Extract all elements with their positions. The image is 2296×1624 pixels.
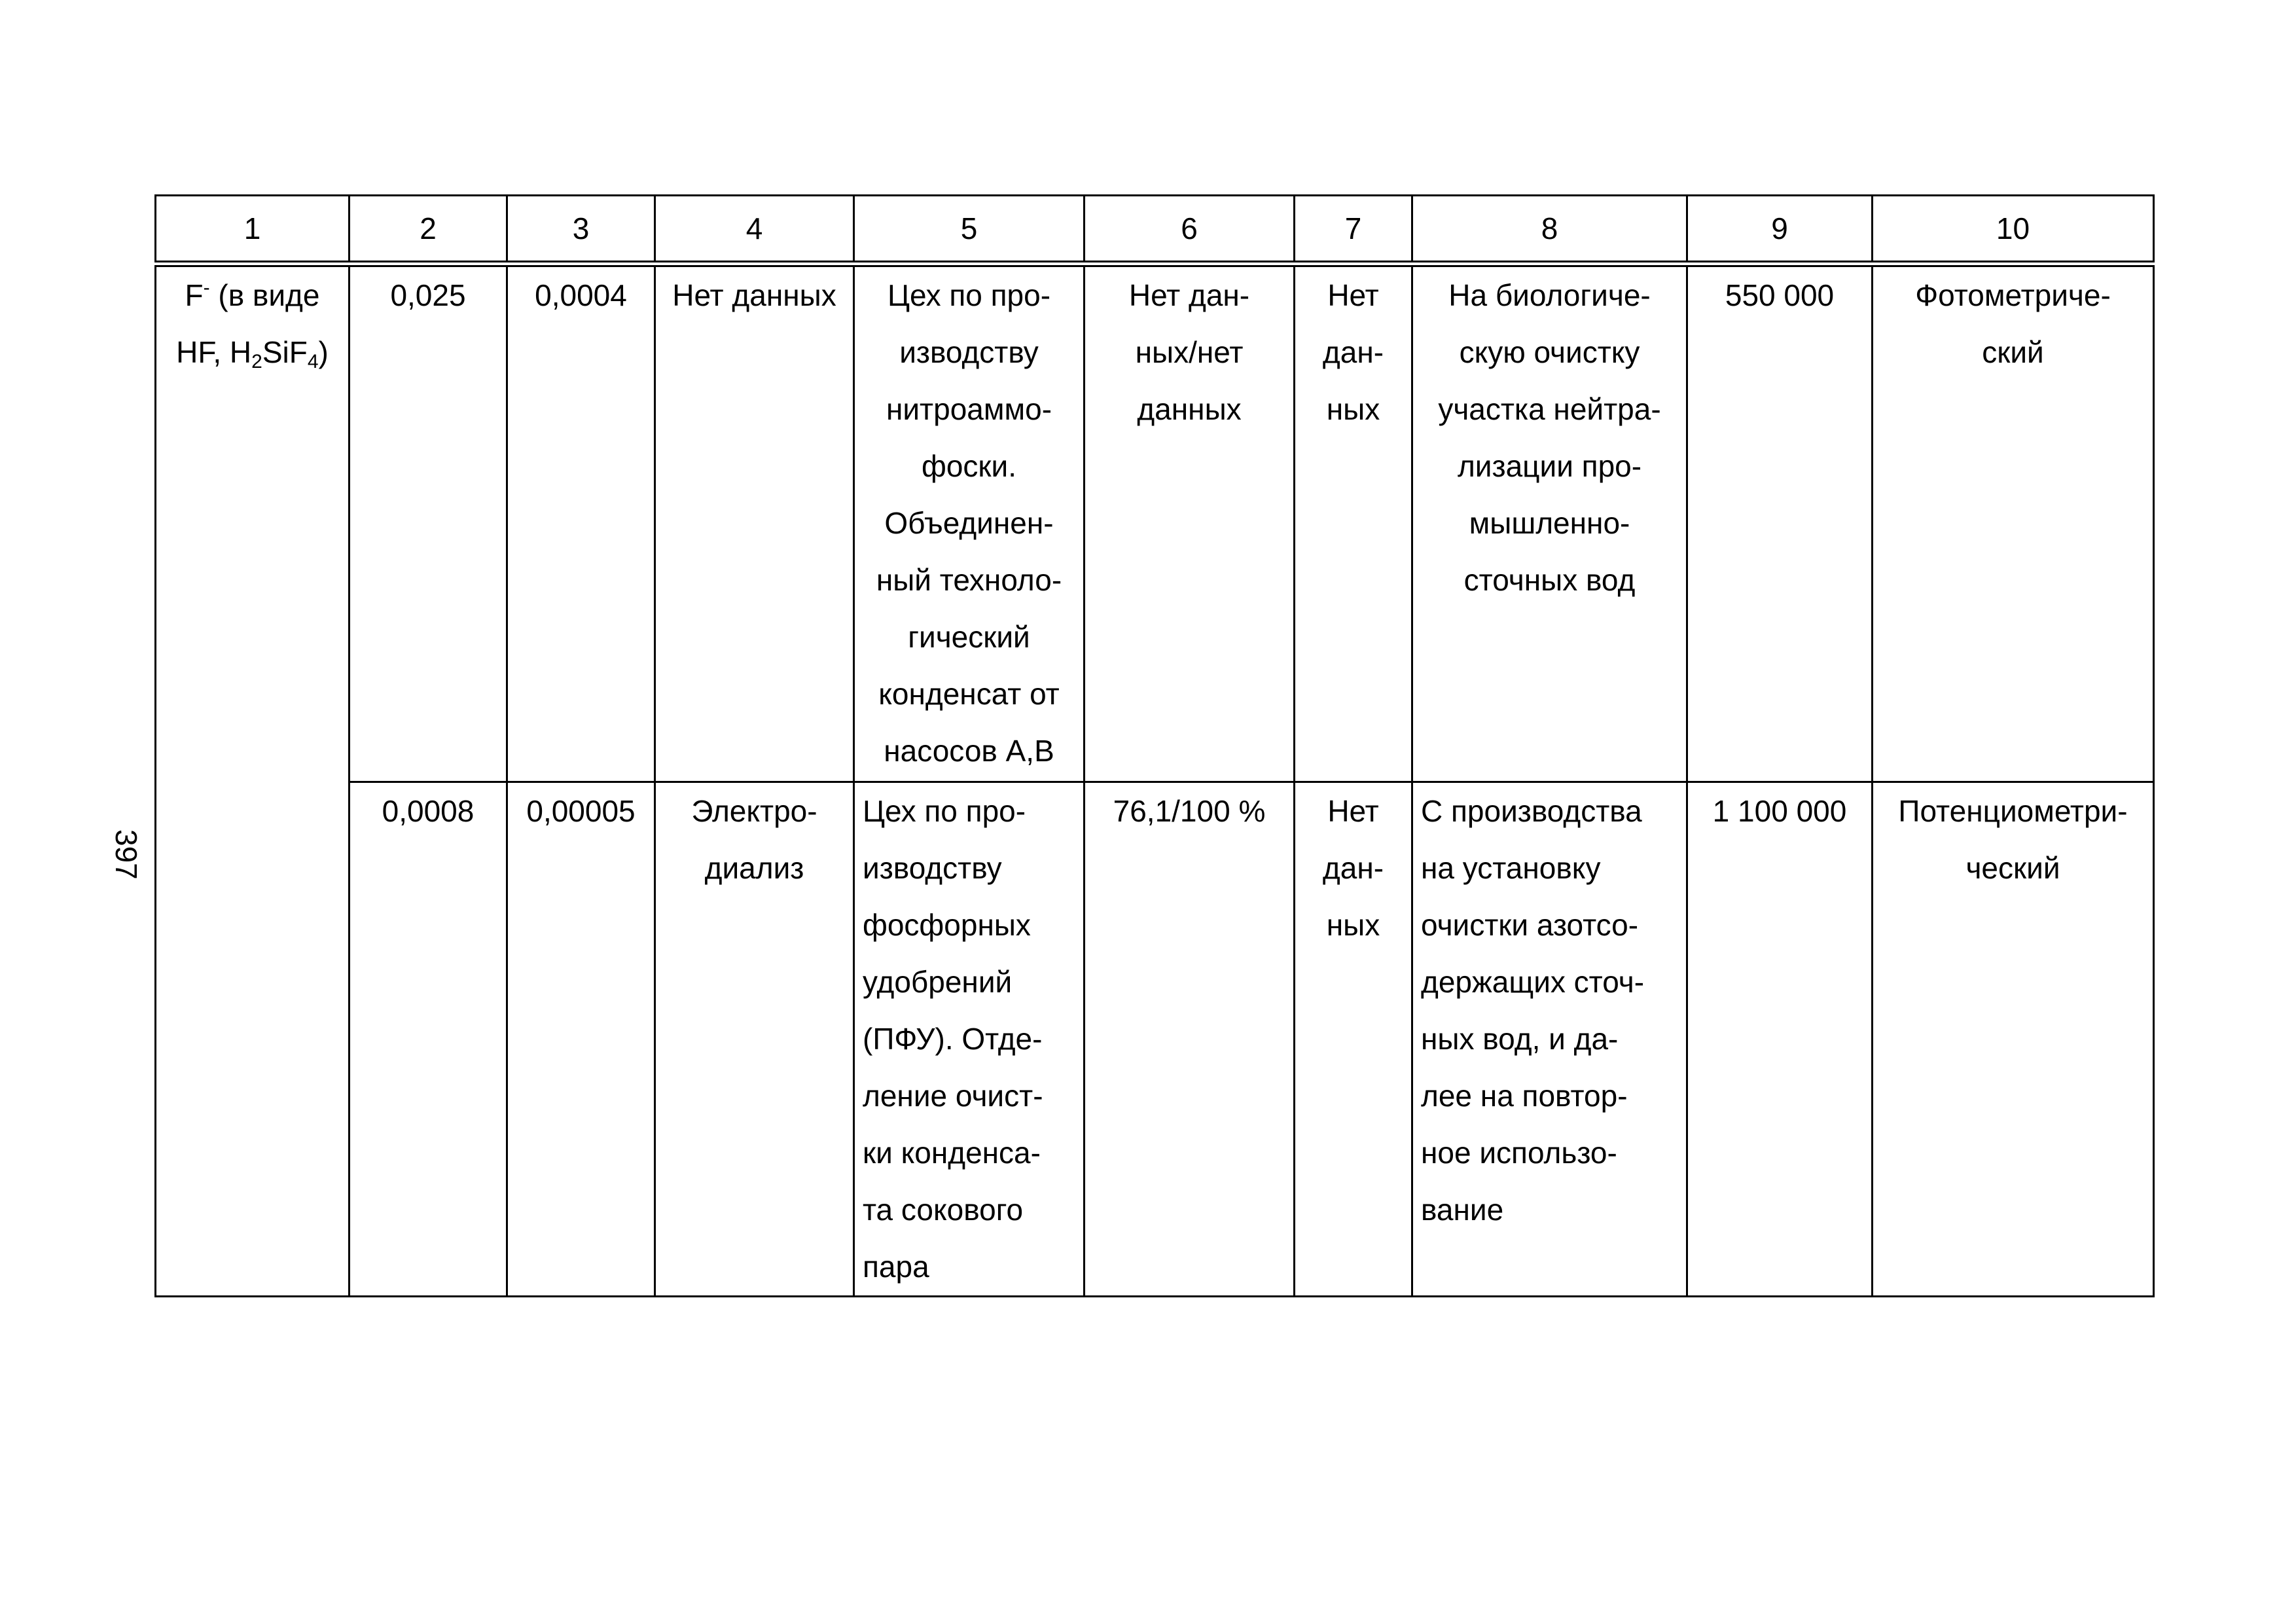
cell-line: С производства xyxy=(1421,794,1642,828)
cell-col-7 xyxy=(1295,264,1412,782)
cell-line: держащих сточ- xyxy=(1421,965,1645,999)
cell-line: насосов А,В xyxy=(884,734,1054,768)
substance-subscript-1: 2 xyxy=(251,351,262,372)
cell-line: скую очистку xyxy=(1459,335,1640,369)
header-cell-8: 8 xyxy=(1412,196,1687,264)
cell-line: ческий xyxy=(1965,851,2060,885)
substance-line-1 xyxy=(164,267,340,324)
header-cell-3: 3 xyxy=(507,196,655,264)
cell-col-2: 0,0008 xyxy=(350,782,507,1297)
header-cell-10: 10 xyxy=(1873,196,2154,264)
header-cell-6: 6 xyxy=(1085,196,1295,264)
substance-line2-prefix: HF, H xyxy=(176,335,252,369)
substance-line1-rest: (в виде xyxy=(209,278,320,312)
cell-col-9: 550 000 xyxy=(1687,264,1873,782)
cell-line: участка нейтра- xyxy=(1438,392,1661,426)
table-row xyxy=(156,264,2154,782)
substance-symbol: F xyxy=(185,278,204,312)
cell-col-10 xyxy=(1873,264,2154,782)
data-table xyxy=(154,194,2155,1297)
cell-line: ное использо- xyxy=(1421,1136,1617,1170)
cell-col-8 xyxy=(1412,264,1687,782)
cell-line: На биологиче- xyxy=(1448,278,1651,312)
cell-line: та сокового xyxy=(863,1193,1024,1227)
cell-col-3: 0,0004 xyxy=(507,264,655,782)
substance-line2-suffix: ) xyxy=(318,335,329,369)
cell-line: 76,1/100 % xyxy=(1113,794,1266,828)
cell-line: пара xyxy=(863,1250,929,1284)
cell-line: вание xyxy=(1421,1193,1504,1227)
cell-line: Нет xyxy=(1327,278,1379,312)
substance-line-2 xyxy=(164,324,340,381)
cell-col-6 xyxy=(1085,782,1295,1297)
cell-line: ных/нет xyxy=(1135,335,1244,369)
header-cell-1: 1 xyxy=(156,196,350,264)
cell-line: ление очист- xyxy=(863,1079,1043,1113)
cell-col-5 xyxy=(854,782,1085,1297)
cell-line: лее на повтор- xyxy=(1421,1079,1628,1113)
cell-line: диализ xyxy=(704,851,804,885)
substance-cell xyxy=(156,264,350,1297)
cell-line: нитроаммо- xyxy=(886,392,1052,426)
cell-line: мышленно- xyxy=(1469,506,1630,540)
cell-line: очистки азотсо- xyxy=(1421,908,1639,942)
cell-line: фосфорных xyxy=(863,908,1031,942)
cell-line: Нет xyxy=(1327,794,1379,828)
header-cell-9: 9 xyxy=(1687,196,1873,264)
cell-line: (ПФУ). Отде- xyxy=(863,1022,1043,1056)
cell-line: ный техноло- xyxy=(876,563,1062,597)
cell-col-6 xyxy=(1085,264,1295,782)
cell-line: ки конденса- xyxy=(863,1136,1041,1170)
table-row xyxy=(156,782,2154,1297)
cell-line: ных вод, и да- xyxy=(1421,1022,1619,1056)
cell-line: ский xyxy=(1982,335,2044,369)
header-cell-4: 4 xyxy=(655,196,854,264)
header-cell-7: 7 xyxy=(1295,196,1412,264)
substance-subscript-2: 4 xyxy=(307,351,319,372)
cell-col-2: 0,025 xyxy=(350,264,507,782)
cell-line: Нет данных xyxy=(672,278,836,312)
cell-line: Электро- xyxy=(691,794,817,828)
cell-col-4 xyxy=(655,782,854,1297)
cell-line: Нет дан- xyxy=(1128,278,1250,312)
cell-line: сточных вод xyxy=(1463,563,1636,597)
cell-line: лизации про- xyxy=(1457,449,1642,483)
header-cell-5: 5 xyxy=(854,196,1085,264)
cell-line: Фотометриче- xyxy=(1915,278,2111,312)
cell-line: ных xyxy=(1326,392,1380,426)
substance-line2-mid: SiF xyxy=(262,335,308,369)
cell-col-4 xyxy=(655,264,854,782)
page-number: 397 xyxy=(109,829,143,880)
header-cell-2: 2 xyxy=(350,196,507,264)
cell-line: Цех по про- xyxy=(887,278,1051,312)
cell-line: данных xyxy=(1137,392,1242,426)
cell-line: Объединен- xyxy=(884,506,1054,540)
cell-line: фоски. xyxy=(921,449,1017,483)
cell-line: дан- xyxy=(1322,851,1384,885)
cell-col-9: 1 100 000 xyxy=(1687,782,1873,1297)
cell-col-5 xyxy=(854,264,1085,782)
cell-line: конденсат от xyxy=(878,677,1060,711)
cell-col-8 xyxy=(1412,782,1687,1297)
cell-col-7 xyxy=(1295,782,1412,1297)
cell-line: на установку xyxy=(1421,851,1601,885)
header-row xyxy=(156,196,2154,264)
substance-charge: - xyxy=(203,277,210,298)
cell-line: изводству xyxy=(899,335,1039,369)
cell-line: Потенциометри- xyxy=(1898,794,2128,828)
cell-line: удобрений xyxy=(863,965,1013,999)
cell-line: гический xyxy=(908,620,1030,654)
cell-col-3: 0,00005 xyxy=(507,782,655,1297)
cell-line: изводству xyxy=(863,851,1002,885)
cell-line: ных xyxy=(1326,908,1380,942)
cell-line: Цех по про- xyxy=(863,794,1026,828)
cell-col-10 xyxy=(1873,782,2154,1297)
cell-line: дан- xyxy=(1322,335,1384,369)
